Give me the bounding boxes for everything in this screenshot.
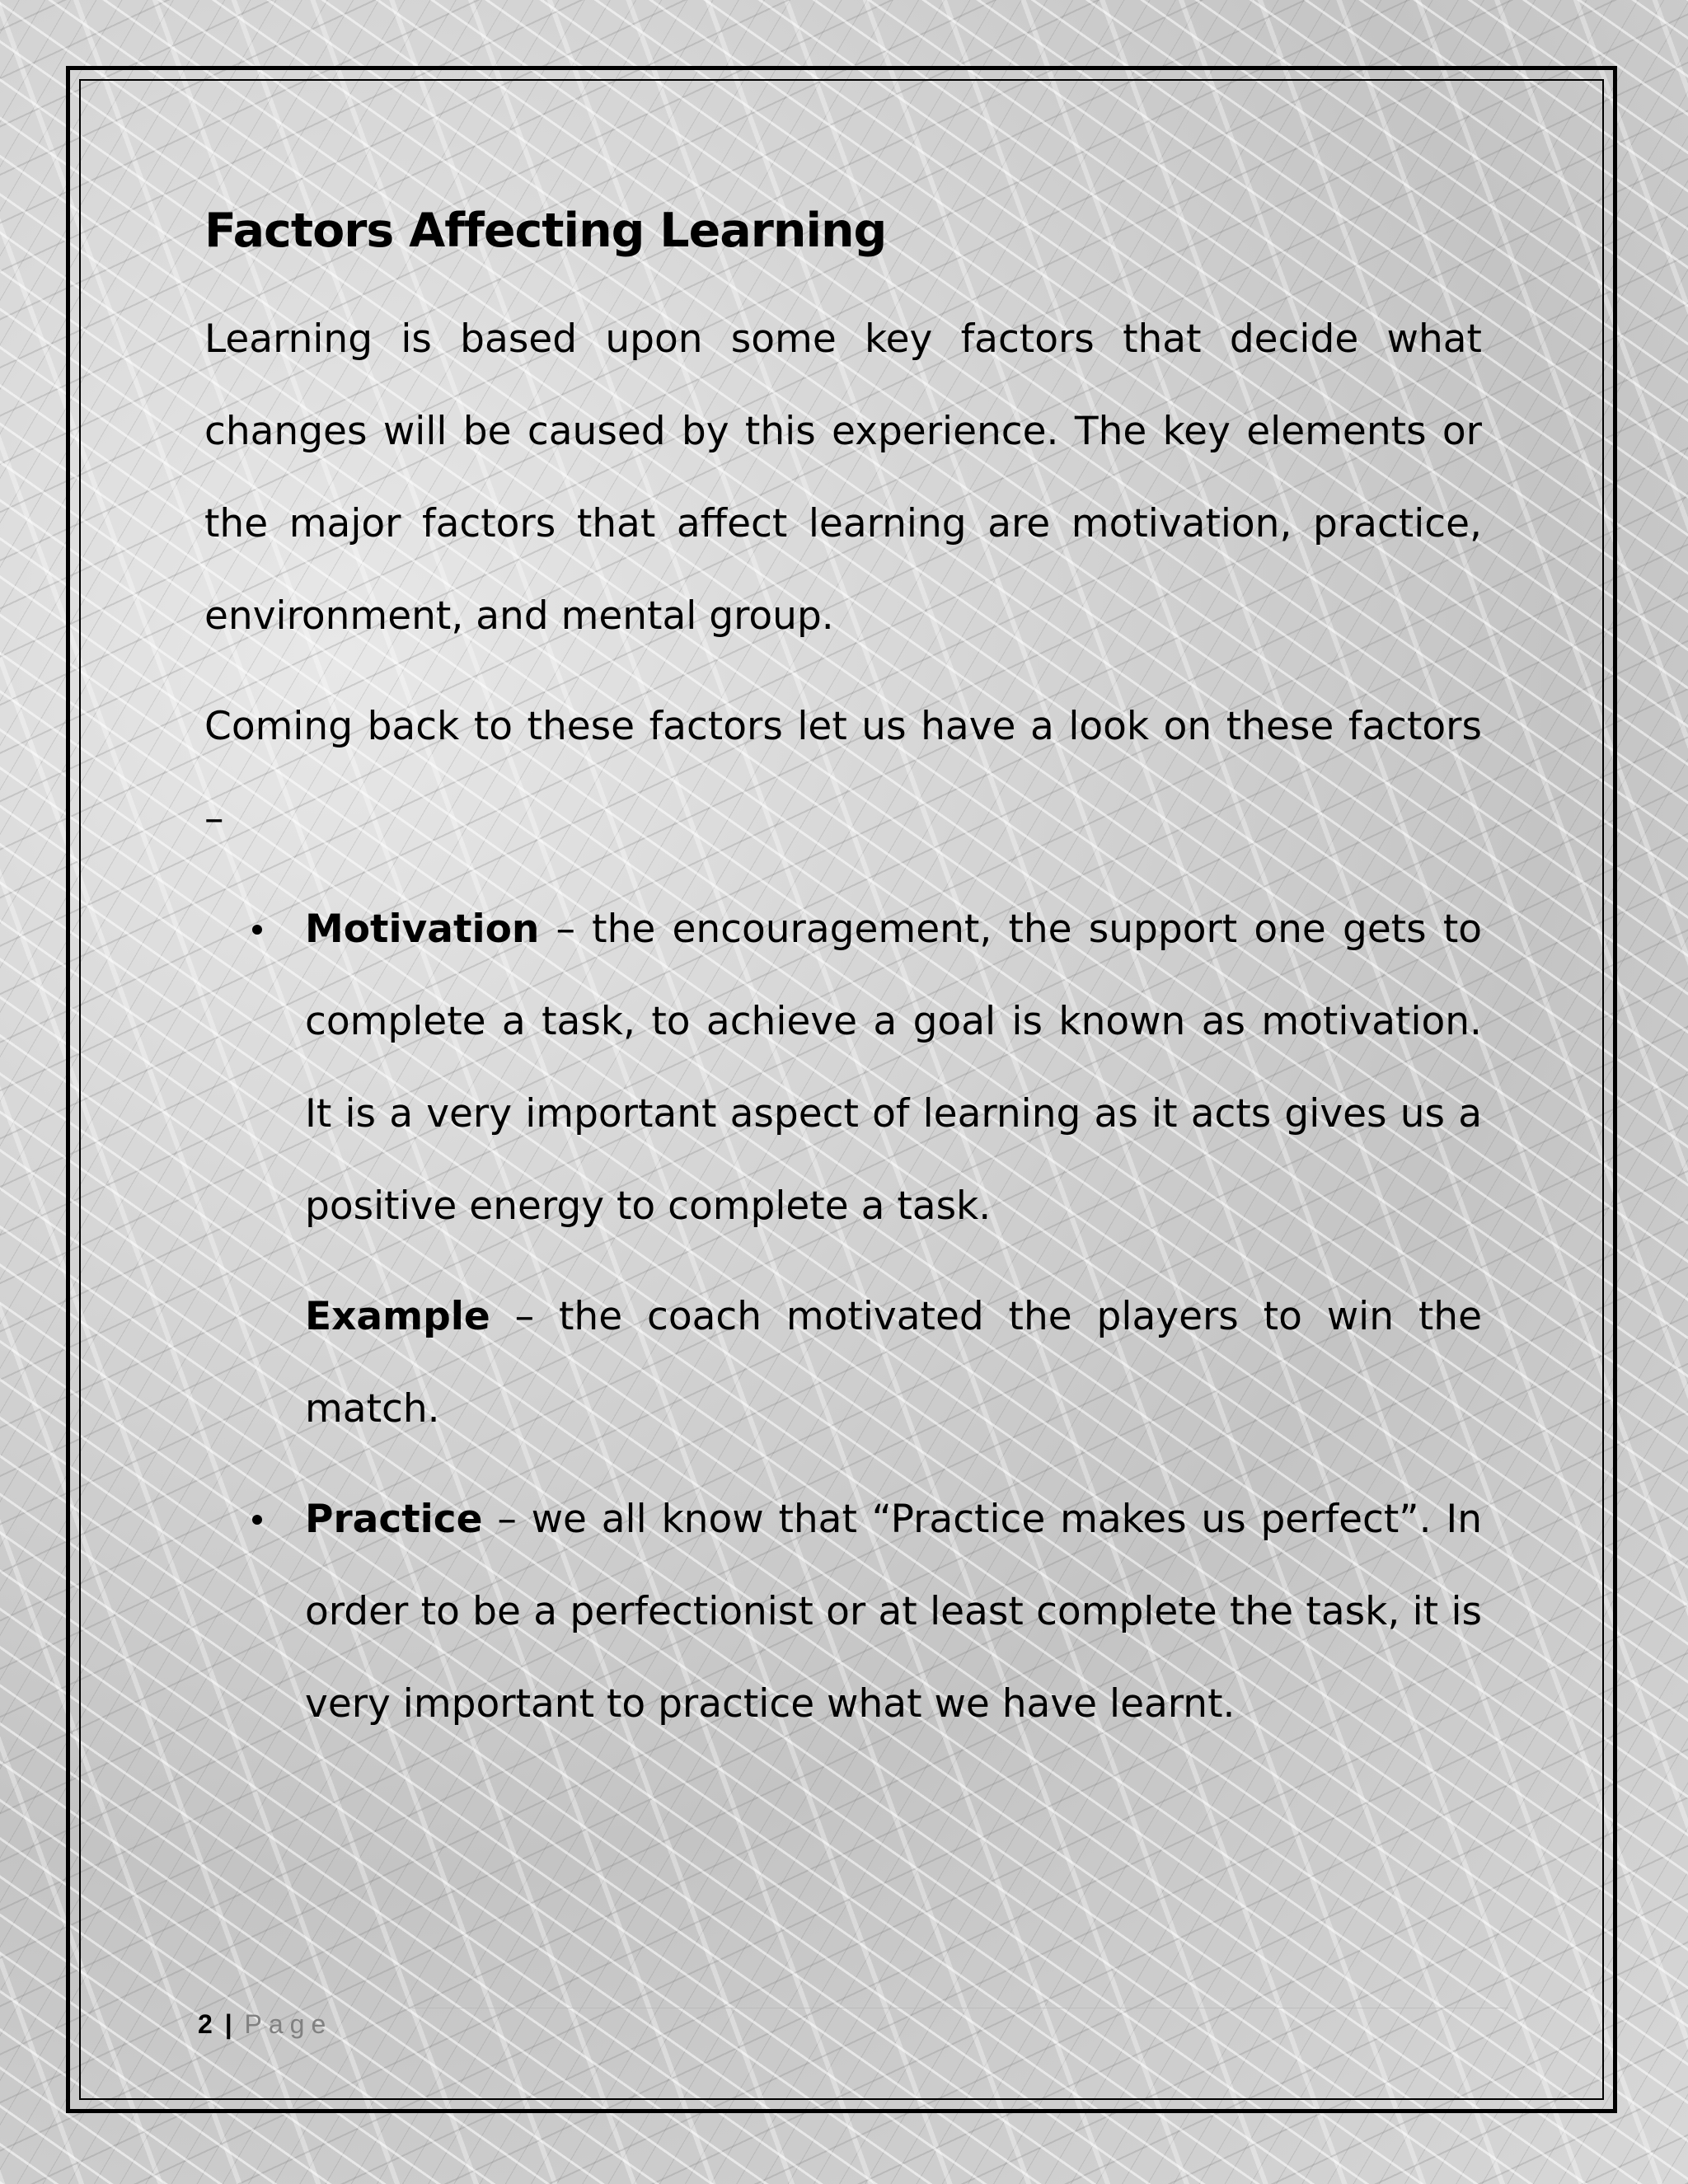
intro-paragraph: Coming back to these factors let us have a look on these factors – [204, 704, 1482, 841]
page-label: Page [244, 2009, 333, 2039]
example-label: Example [305, 1294, 490, 1339]
list-item-practice [204, 1474, 1482, 1750]
factor-text: we all know that “Practice makes us perfect”. In order to be a perfectionist or at least complete the task, it is very important to practice what we have learnt. [305, 1497, 1482, 1727]
document-title: Factors Affecting Learning [204, 204, 887, 258]
document-body [204, 198, 1482, 1769]
factor-term: Practice [305, 1497, 483, 1542]
factor-list [204, 883, 1482, 1750]
factor-term: Motivation [305, 907, 540, 952]
factor-example [305, 1271, 1482, 1455]
example-dash: – [490, 1294, 559, 1339]
factor-dash: – [482, 1497, 532, 1542]
list-item-motivation [204, 883, 1482, 1455]
page-separator: | [224, 2009, 232, 2039]
factor-text: the encouragement, the support one gets to complete a task, to achieve a goal is known as motivation. It is a very important aspect of learning as it acts gives us a positive energy to complete a task. [305, 907, 1483, 1229]
intro-paragraph: Learning is based upon some key factors that decide what changes will be caused by this experience. The key elements or the major factors that affect learning are motivation, practice, environment, and mental group. [204, 316, 1482, 639]
bullet-icon [252, 1515, 262, 1525]
bullet-icon [252, 925, 262, 935]
factor-description [305, 883, 1482, 1253]
page-number: 2 [198, 2009, 213, 2039]
factor-description [305, 1474, 1482, 1750]
page-footer [198, 2008, 332, 2041]
example-text: the coach motivated the players to win the match. [305, 1294, 1482, 1432]
factor-dash: – [539, 907, 593, 952]
